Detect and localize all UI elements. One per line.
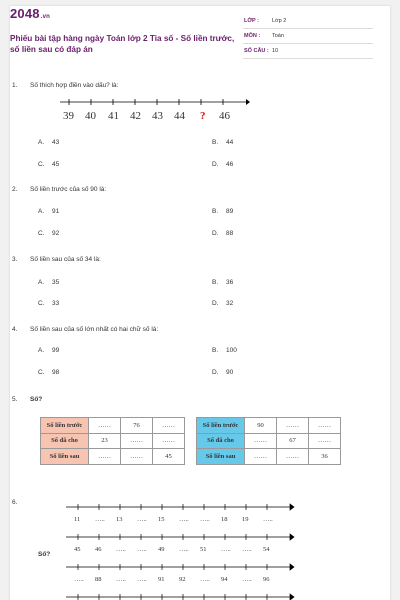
option-c[interactable]: C. 33 <box>38 300 60 307</box>
table-cell[interactable]: …… <box>121 433 153 449</box>
question-number: 4. <box>12 326 18 333</box>
table-cell[interactable]: …… <box>245 449 277 465</box>
question-6 <box>12 499 30 506</box>
question-2 <box>12 186 106 193</box>
option-a[interactable]: A. 99 <box>38 347 60 354</box>
table-left <box>40 417 185 465</box>
question-4 <box>12 326 158 333</box>
tick-label: 46 <box>95 546 102 553</box>
tick-label: 39 <box>63 110 74 122</box>
option-a[interactable]: A. 43 <box>38 139 60 146</box>
table-cell[interactable]: 36 <box>309 449 341 465</box>
tick-label[interactable]: ….. <box>179 516 189 523</box>
option-value: 88 <box>226 230 234 237</box>
tick-label: 13 <box>116 516 123 523</box>
option-value: 35 <box>52 279 60 286</box>
unknown-mark: ? <box>200 110 206 122</box>
option-a[interactable]: A. 35 <box>38 279 60 286</box>
table-cell[interactable]: …… <box>309 418 341 434</box>
option-value: 89 <box>226 208 234 215</box>
table-cell[interactable]: …… <box>89 418 121 434</box>
tick-label: 40 <box>85 110 96 122</box>
question-5 <box>12 396 42 403</box>
question-number: 6. <box>12 499 18 506</box>
option-d[interactable]: D. 88 <box>212 230 234 237</box>
logo-suffix: .vn <box>40 14 51 20</box>
table-row <box>197 433 341 449</box>
tick-label: 42 <box>130 110 141 122</box>
option-b[interactable]: B. 89 <box>212 208 234 215</box>
tick-label[interactable]: ….. <box>221 546 231 553</box>
tick-label[interactable]: ….. <box>200 516 210 523</box>
question-number: 3. <box>12 256 18 263</box>
tick-label: 44 <box>174 110 185 122</box>
number-line-q1 <box>60 97 250 109</box>
tick-label: 51 <box>200 546 207 553</box>
option-value: 44 <box>226 139 234 146</box>
tick-label: 18 <box>221 516 228 523</box>
table-row <box>197 418 341 434</box>
table-cell[interactable]: 45 <box>153 449 185 465</box>
tick-label: 54 <box>263 546 270 553</box>
tick-label: 92 <box>179 576 186 583</box>
tick-label: 49 <box>158 546 165 553</box>
table-row <box>41 418 185 434</box>
table-cell[interactable]: …… <box>153 418 185 434</box>
tick-label[interactable]: ….. <box>95 516 105 523</box>
tick-label[interactable]: ….. <box>137 576 147 583</box>
question-3 <box>12 256 101 263</box>
table-row <box>41 449 185 465</box>
option-b[interactable]: B. 44 <box>212 139 234 146</box>
meta-count-row <box>243 44 373 59</box>
row-header: Số đã cho <box>41 433 89 449</box>
option-value: 36 <box>226 279 234 286</box>
question-text: Số liền trước của số 90 là: <box>30 186 107 193</box>
logo-text: 2048 <box>10 6 40 21</box>
row-header: Số liền trước <box>197 418 245 434</box>
row-header: Số liền sau <box>197 449 245 465</box>
meta-value: Lớp 2 <box>272 18 287 24</box>
table-cell[interactable]: …… <box>309 433 341 449</box>
option-value: 46 <box>226 161 234 168</box>
table-cell[interactable]: 23 <box>89 433 121 449</box>
tick-label: 94 <box>221 576 228 583</box>
tick-label: 41 <box>108 110 119 122</box>
tick-label: 91 <box>158 576 165 583</box>
meta-key: SỐ CÂU : <box>244 48 269 54</box>
row-header: Số đã cho <box>197 433 245 449</box>
meta-value: Toán <box>272 33 284 39</box>
site-logo[interactable] <box>10 6 50 21</box>
option-value: 43 <box>52 139 60 146</box>
tick-label[interactable]: ….. <box>116 576 126 583</box>
tick-label: 96 <box>263 576 270 583</box>
tick-label[interactable]: ….. <box>263 516 273 523</box>
table-cell[interactable]: 67 <box>277 433 309 449</box>
option-value: 100 <box>226 347 237 354</box>
option-value: 98 <box>52 369 60 376</box>
option-b[interactable]: B. 36 <box>212 279 234 286</box>
tick-label[interactable]: ….. <box>179 546 189 553</box>
table-cell[interactable]: …… <box>121 449 153 465</box>
table-cell[interactable]: …… <box>89 449 121 465</box>
option-value: 91 <box>52 208 60 215</box>
question-text: Số? <box>30 396 43 403</box>
question-number: 5. <box>12 396 18 403</box>
table-row <box>41 433 185 449</box>
tick-label: 45 <box>74 546 81 553</box>
option-value: 99 <box>52 347 60 354</box>
option-c[interactable]: C. 45 <box>38 161 60 168</box>
tick-label[interactable]: ….. <box>242 546 252 553</box>
table-cell[interactable]: 76 <box>121 418 153 434</box>
question-text: Số liền sau của số 34 là: <box>30 256 101 263</box>
question-1 <box>12 82 118 89</box>
meta-subject-row <box>243 29 373 44</box>
option-value: 32 <box>226 300 234 307</box>
table-right <box>196 417 341 465</box>
option-a[interactable]: A. 91 <box>38 208 60 215</box>
row-header: Số liền trước <box>41 418 89 434</box>
row-header: Số liền sau <box>41 449 89 465</box>
option-d[interactable]: D. 46 <box>212 161 234 168</box>
table-cell[interactable]: …… <box>153 433 185 449</box>
option-value: 33 <box>52 300 60 307</box>
tick-label: 46 <box>219 110 230 122</box>
question-text: Số? <box>38 551 51 558</box>
question-text: Số liền sau của số lớn nhất có hai chữ số là: <box>30 326 159 333</box>
tick-label: 88 <box>95 576 102 583</box>
option-value: 92 <box>52 230 60 237</box>
table-cell[interactable]: 90 <box>245 418 277 434</box>
question-number: 2. <box>12 186 18 193</box>
meta-class-row <box>243 14 373 29</box>
option-d[interactable]: D. 90 <box>212 369 234 376</box>
tick-label: 11 <box>74 516 81 523</box>
option-value: 90 <box>226 369 234 376</box>
option-c[interactable]: C. 92 <box>38 230 60 237</box>
tick-label[interactable]: ….. <box>137 516 147 523</box>
table-row <box>197 449 341 465</box>
tick-label[interactable]: ….. <box>242 576 252 583</box>
option-d[interactable]: D. 32 <box>212 300 234 307</box>
table-cell[interactable]: …… <box>277 418 309 434</box>
question-text: Số thích hợp điền vào dấu? là: <box>30 82 119 89</box>
tick-label: 43 <box>152 110 163 122</box>
option-value: 45 <box>52 161 60 168</box>
option-c[interactable]: C. 98 <box>38 369 60 376</box>
table-cell[interactable]: …… <box>277 449 309 465</box>
tick-label[interactable]: ….. <box>200 576 210 583</box>
option-b[interactable]: B. 100 <box>212 347 237 354</box>
tick-label[interactable]: ….. <box>74 576 84 583</box>
tick-label: 19 <box>242 516 249 523</box>
meta-key: MÔN : <box>244 33 261 39</box>
meta-value: 10 <box>272 48 279 54</box>
meta-info <box>243 14 373 59</box>
tick-label[interactable]: ….. <box>137 546 147 553</box>
tick-label[interactable]: ….. <box>116 546 126 553</box>
tick-label: 15 <box>158 516 165 523</box>
table-cell[interactable]: …… <box>245 433 277 449</box>
question-number: 1. <box>12 82 18 89</box>
meta-key: LỚP : <box>244 18 259 24</box>
worksheet-title: Phiếu bài tập hàng ngày Toán lớp 2 Tia số - Số liền trước, số liền sau có đáp án <box>10 34 235 54</box>
